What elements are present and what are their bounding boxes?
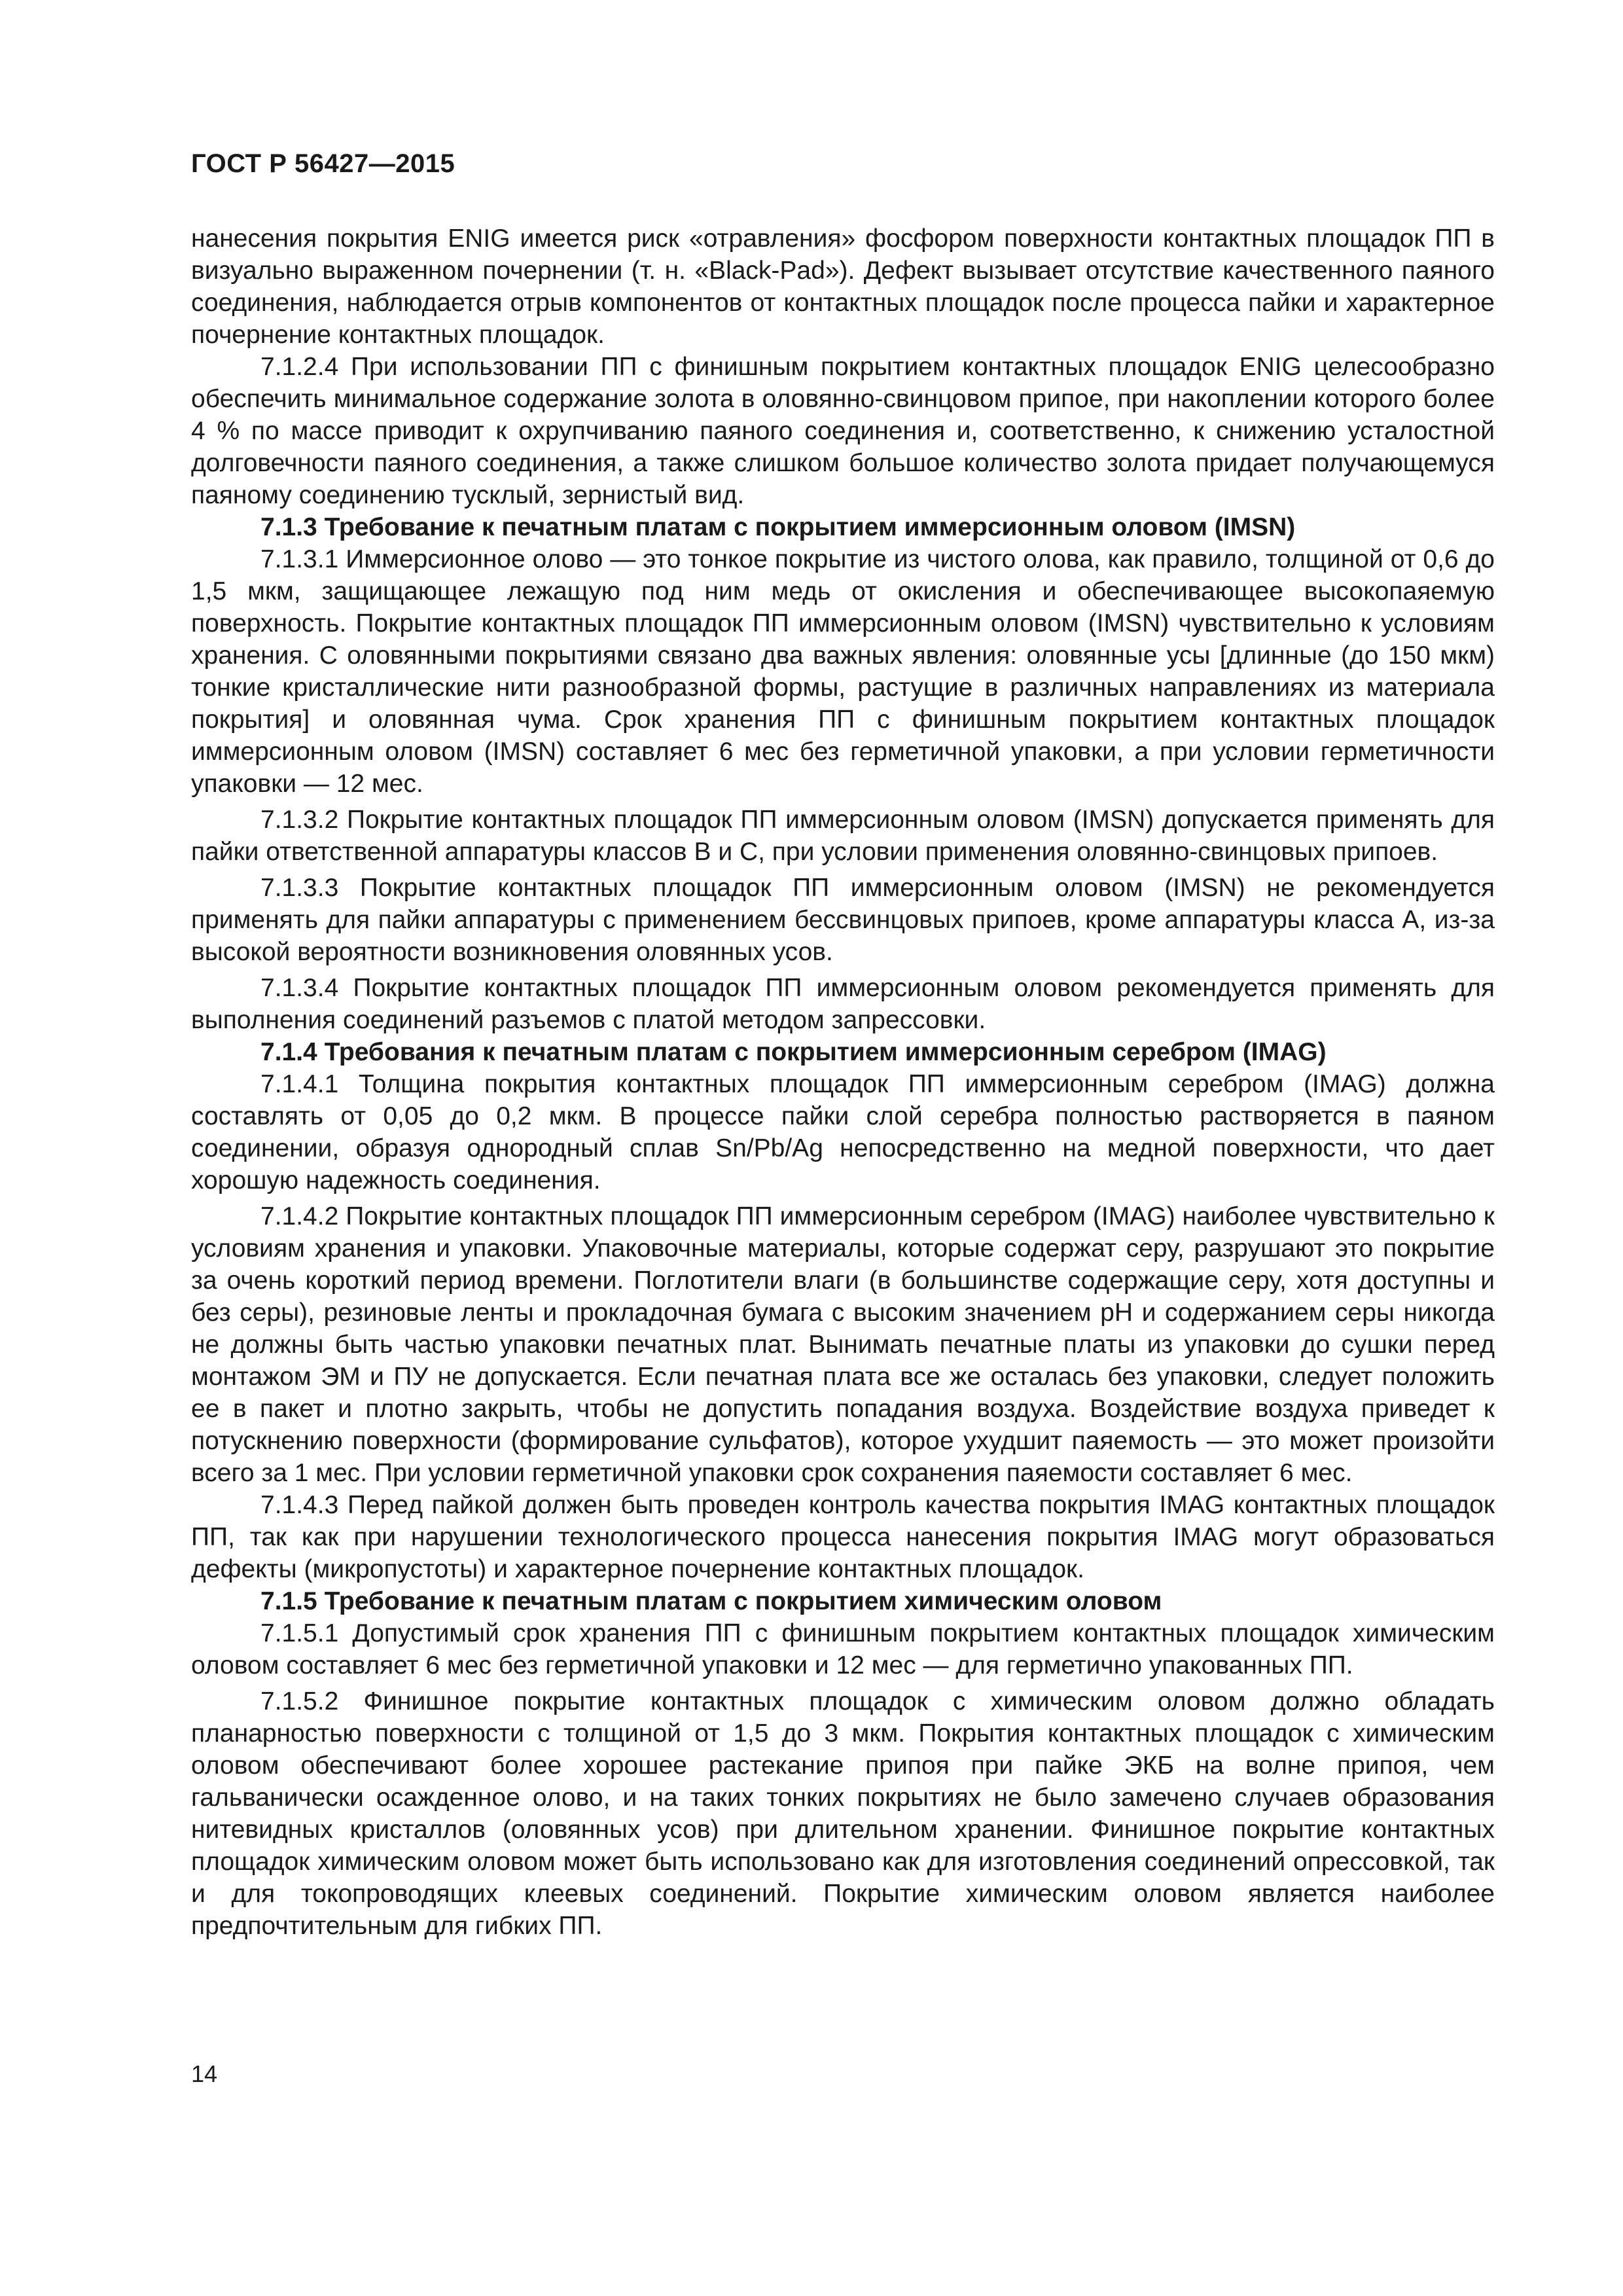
section-heading-7-1-3: 7.1.3 Требование к печатным платам с покрытием иммерсионным оловом (IMSN) (260, 513, 1296, 541)
paragraph-7-1-5-1: 7.1.5.1 Допустимый срок хранения ПП с финишным покрытием контактных площадок химическим оловом составляет 6 мес без герметичной упаковки и 12 мес — для герметично упакованных ПП. (191, 1619, 1495, 1679)
section-heading-7-1-5: 7.1.5 Требование к печатным платам с покрытием химическим оловом (260, 1587, 1162, 1615)
document-body (191, 223, 1495, 1942)
paragraph-7-1-4-2: 7.1.4.2 Покрытие контактных площадок ПП иммерсионным серебром (IMAG) наиболее чувствительно к условиям хранения и упаковки. Упаковочные материалы, которые содержат серу, разрушают это покрытие за очень короткий период времени. Поглотители влаги (в большинстве содержащие серу, хотя доступны и без серы), резиновые ленты и прокладочная бумага с высоким значением pH и содержанием серы никогда не должны быть частью упаковки печатных плат. Вынимать печатные платы из упаковки до сушки перед монтажом ЭМ и ПУ не допускается. Если печатная плата все же осталась без упаковки, следует положить ее в пакет и плотно закрыть, чтобы не допустить попадания воздуха. Воздействие воздуха приведет к потускнению поверхности (формирование сульфатов), которое ухудшит паяемость — это может произойти всего за 1 мес. При условии герметичной упаковки срок сохранения паяемости составляет 6 мес. (191, 1202, 1495, 1487)
paragraph-continued: нанесения покрытия ENIG имеется риск «отравления» фосфором поверхности контактных площадок ПП в визуально выраженном почернении (т. н. «Black-Pad»). Дефект вызывает отсутствие качественного паяного соединения, наблюдается отрыв компонентов от контактных площадок после процесса пайки и характерное почернение контактных площадок. (191, 224, 1495, 349)
paragraph-7-1-4-1: 7.1.4.1 Толщина покрытия контактных площадок ПП иммерсионным серебром (IMAG) должна составлять от 0,05 до 0,2 мкм. В процессе пайки слой серебра полностью растворяется в паяном соединении, образуя однородный сплав Sn/Pb/Ag непосредственно на медной поверхности, что дает хорошую надежность соединения. (191, 1070, 1495, 1194)
paragraph-7-1-2-4: 7.1.2.4 При использовании ПП с финишным покрытием контактных площадок ENIG целесообразно обеспечить минимальное содержание золота в оловянно-свинцовом припое, при накоплении которого более 4 % по массе приводит к охрупчиванию паяного соединения и, соответственно, к снижению усталостной долговечности паяного соединения, а также слишком большое количество золота придает получающемуся паяному соединению тусклый, зернистый вид. (191, 353, 1495, 509)
paragraph-7-1-3-1: 7.1.3.1 Иммерсионное олово — это тонкое покрытие из чистого олова, как правило, толщиной от 0,6 до 1,5 мкм, защищающее лежащую под ним медь от окисления и обеспечивающее высокопаяемую поверхность. Покрытие контактных площадок ПП иммерсионным оловом (IMSN) чувствительно к условиям хранения. С оловянными покрытиями связано два важных явления: оловянные усы [длинные (до 150 мкм) тонкие кристаллические нити разнообразной формы, растущие в различных направлениях из материала покрытия] и оловянная чума. Срок хранения ПП с финишным покрытием контактных площадок иммерсионным оловом (IMSN) составляет 6 мес без герметичной упаковки, а при условии герметичности упаковки — 12 мес. (191, 545, 1495, 798)
paragraph-7-1-3-3: 7.1.3.3 Покрытие контактных площадок ПП иммерсионным оловом (IMSN) не рекомендуется применять для пайки аппаратуры с применением бессвинцовых припоев, кроме аппаратуры класса А, из-за высокой вероятности возникновения оловянных усов. (191, 874, 1495, 966)
paragraph-7-1-3-4: 7.1.3.4 Покрытие контактных площадок ПП иммерсионным оловом рекомендуется применять для выполнения соединений разъемов с платой методом запрессовки. (191, 974, 1495, 1034)
section-heading-7-1-4: 7.1.4 Требования к печатным платам с покрытием иммерсионным серебром (IMAG) (260, 1038, 1327, 1066)
paragraph-7-1-4-3: 7.1.4.3 Перед пайкой должен быть проведен контроль качества покрытия IMAG контактных площадок ПП, так как при нарушении технологического процесса нанесения покрытия IMAG могут образоваться дефекты (микропустоты) и характерное почернение контактных площадок. (191, 1491, 1495, 1583)
paragraph-7-1-3-2: 7.1.3.2 Покрытие контактных площадок ПП иммерсионным оловом (IMSN) допускается применять для пайки ответственной аппаратуры классов В и С, при условии применения оловянно-свинцовых припоев. (191, 806, 1495, 866)
document-id-header: ГОСТ Р 56427—2015 (191, 149, 455, 178)
paragraph-7-1-5-2: 7.1.5.2 Финишное покрытие контактных площадок с химическим оловом должно обладать планарностью поверхности с толщиной от 1,5 до 3 мкм. Покрытия контактных площадок с химическим оловом обеспечивают более хорошее растекание припоя при пайке ЭКБ на волне припоя, чем гальванически осажденное олово, и на таких тонких покрытиях не было замечено случаев образования нитевидных кристаллов (оловянных усов) при длительном хранении. Финишное покрытие контактных площадок химическим оловом может быть использовано как для изготовления соединений опрессовкой, так и для токопроводящих клеевых соединений. Покрытие химическим оловом является наиболее предпочтительным для гибких ПП. (191, 1687, 1495, 1940)
page-number: 14 (191, 2060, 218, 2087)
